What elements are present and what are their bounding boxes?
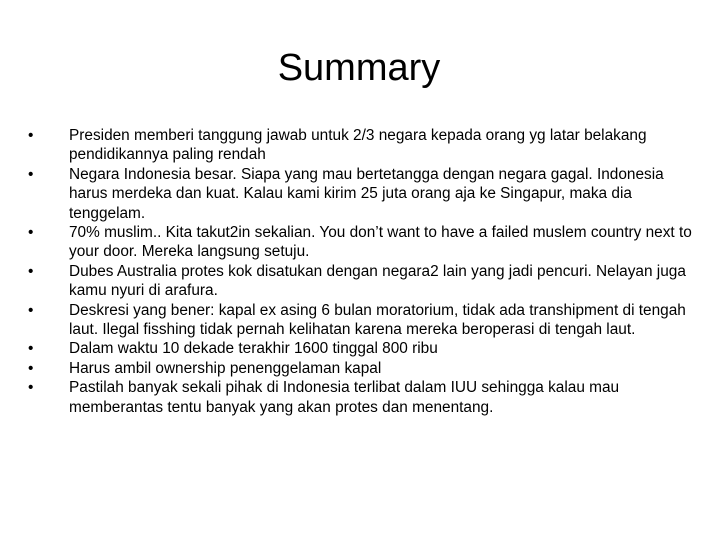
- bullet-item: [28, 262, 700, 301]
- bullet-text: 70% muslim.. Kita takut2in sekalian. You don’t want to have a failed muslem country next to your door. Mereka langsung setuju.: [69, 224, 692, 261]
- bullet-dot-icon: •: [28, 301, 34, 319]
- bullet-item: [28, 378, 700, 417]
- bullet-text: Harus ambil ownership penenggelaman kapal: [69, 359, 382, 377]
- bullet-item: [28, 165, 700, 223]
- bullet-dot-icon: •: [28, 165, 34, 183]
- bullet-text: Presiden memberi tanggung jawab untuk 2/3 negara kepada orang yg latar belakang pendidikannya paling rendah: [69, 127, 647, 164]
- bullet-list: [28, 126, 700, 417]
- bullet-item: [28, 223, 700, 262]
- bullet-dot-icon: •: [28, 224, 34, 242]
- bullet-text: Dalam waktu 10 dekade terakhir 1600 tinggal 800 ribu: [69, 340, 438, 358]
- bullet-item: [28, 339, 700, 358]
- bullet-dot-icon: •: [28, 379, 34, 397]
- bullet-dot-icon: •: [28, 262, 34, 280]
- bullet-text: Negara Indonesia besar. Siapa yang mau bertetangga dengan negara gagal. Indonesia harus merdeka dan kuat. Kalau kami kirim 25 juta orang aja ke Singapur, maka dia tenggelam.: [69, 165, 664, 222]
- bullet-dot-icon: •: [28, 127, 34, 144]
- slide-title: Summary: [277, 47, 441, 89]
- bullet-text: Deskresi yang bener: kapal ex asing 6 bulan moratorium, tidak ada transhipment di tengah laut. Ilegal fisshing tidak pernah kelihatan karena mereka beroperasi di tengah laut.: [69, 301, 686, 339]
- bullet-item: [28, 301, 700, 340]
- bullet-text: Dubes Australia protes kok disatukan dengan negara2 lain yang jadi pencuri. Nelayan juga kamu nyuri di arafura.: [69, 262, 686, 300]
- bullet-item: [28, 359, 700, 378]
- bullet-item: [28, 126, 700, 165]
- bullet-dot-icon: •: [28, 340, 34, 358]
- bullet-text: Pastilah banyak sekali pihak di Indonesia terlibat dalam IUU sehingga kalau mau memberantas tentu banyak yang akan protes dan menentang.: [69, 379, 620, 416]
- bullet-dot-icon: •: [28, 359, 34, 377]
